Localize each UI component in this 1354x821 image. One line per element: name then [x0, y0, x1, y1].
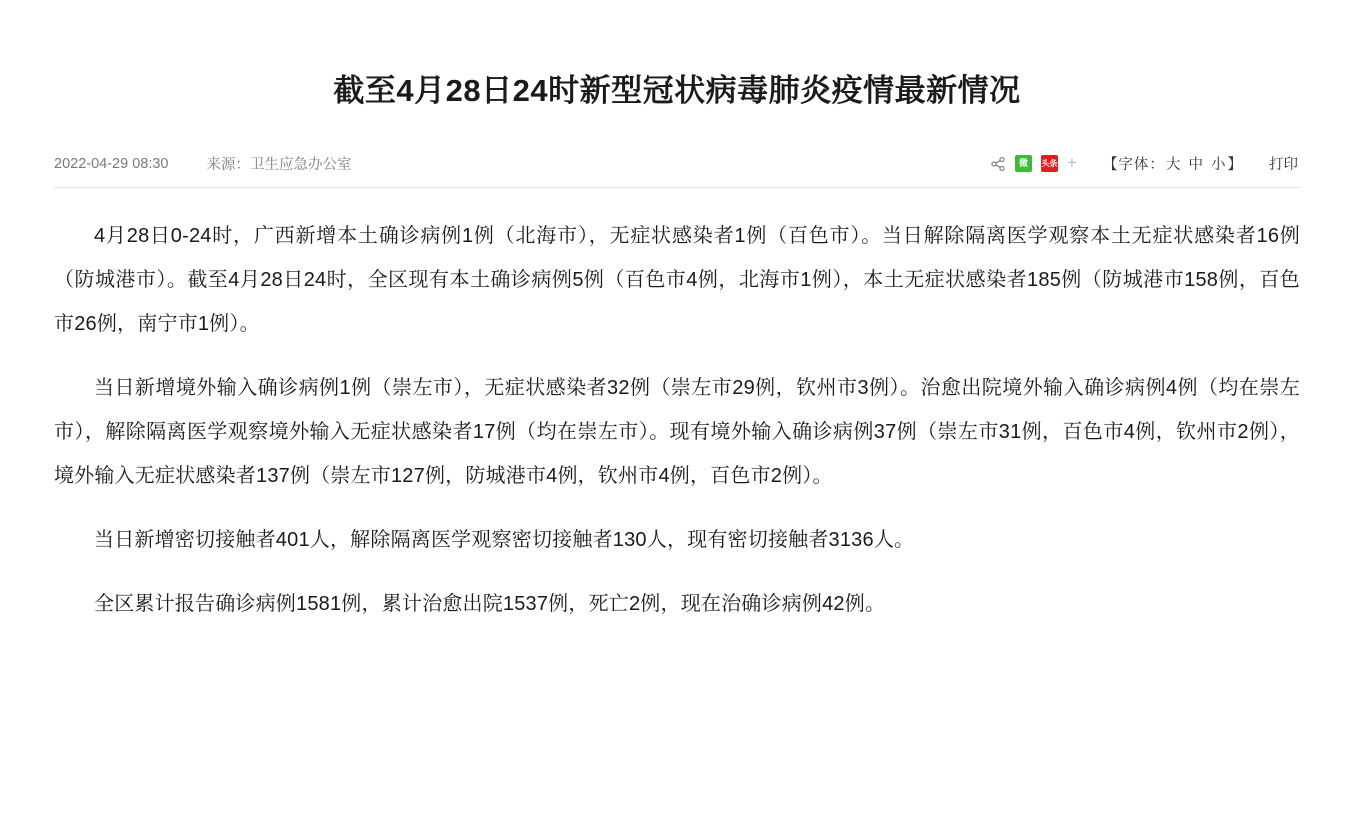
font-size-label-end: 】 — [1227, 157, 1243, 174]
font-size-label: 【字体： — [1102, 157, 1165, 174]
meta-left-group — [54, 153, 352, 174]
article-body — [54, 188, 1300, 626]
article-source: 来源：卫生应急办公室 — [206, 157, 352, 174]
article-paragraph: 全区累计报告确诊病例1581例，累计治愈出院1537例，死亡2例，现在治确诊病例42例。 — [94, 592, 886, 615]
font-size-controls — [1103, 153, 1243, 174]
plus-icon[interactable]: + — [1067, 153, 1077, 173]
toutiao-icon[interactable]: 头条 — [1041, 155, 1058, 172]
page-title: 截至4月28日24时新型冠状病毒肺炎疫情最新情况 — [333, 72, 1021, 108]
article-page — [0, 21, 1354, 821]
font-size-large[interactable]: 大 — [1165, 157, 1182, 174]
article-paragraph: 当日新增密切接触者401人，解除隔离医学观察密切接触者130人，现有密切接触者3136人。 — [94, 528, 915, 551]
article-paragraph: 当日新增境外输入确诊病例1例（崇左市），无症状感染者32例（崇左市29例，钦州市3例）。治愈出院境外输入确诊病例4例（均在崇左市），解除隔离医学观察境外输入无症状感染者17例（均在崇左市）。现有境外输入确诊病例37例（崇左市31例，百色市4例，钦州市2例），境外输入无症状感染者137例（崇左市127例，防城港市4例，钦州市4例，百色市2例）。 — [54, 376, 1300, 487]
print-button[interactable]: 打印 — [1269, 157, 1298, 174]
meta-right-group — [989, 153, 1300, 174]
publish-date: 2022-04-29 08:30 — [54, 155, 169, 172]
article-meta-bar — [54, 141, 1300, 188]
article-paragraph: 4月28日0-24时，广西新增本土确诊病例1例（北海市），无症状感染者1例（百色市）。当日解除隔离医学观察本土无症状感染者16例（防城港市）。截至4月28日24时，全区现有本土确诊病例5例（百色市4例，北海市1例），本土无症状感染者185例（防城港市158例，百色市26例，南宁市1例）。 — [54, 224, 1300, 335]
share-icon[interactable] — [989, 155, 1006, 172]
share-group — [989, 154, 1077, 173]
font-size-medium[interactable]: 中 — [1188, 157, 1204, 174]
wechat-icon[interactable]: 微 — [1015, 155, 1032, 172]
font-size-small[interactable]: 小 — [1211, 157, 1227, 174]
